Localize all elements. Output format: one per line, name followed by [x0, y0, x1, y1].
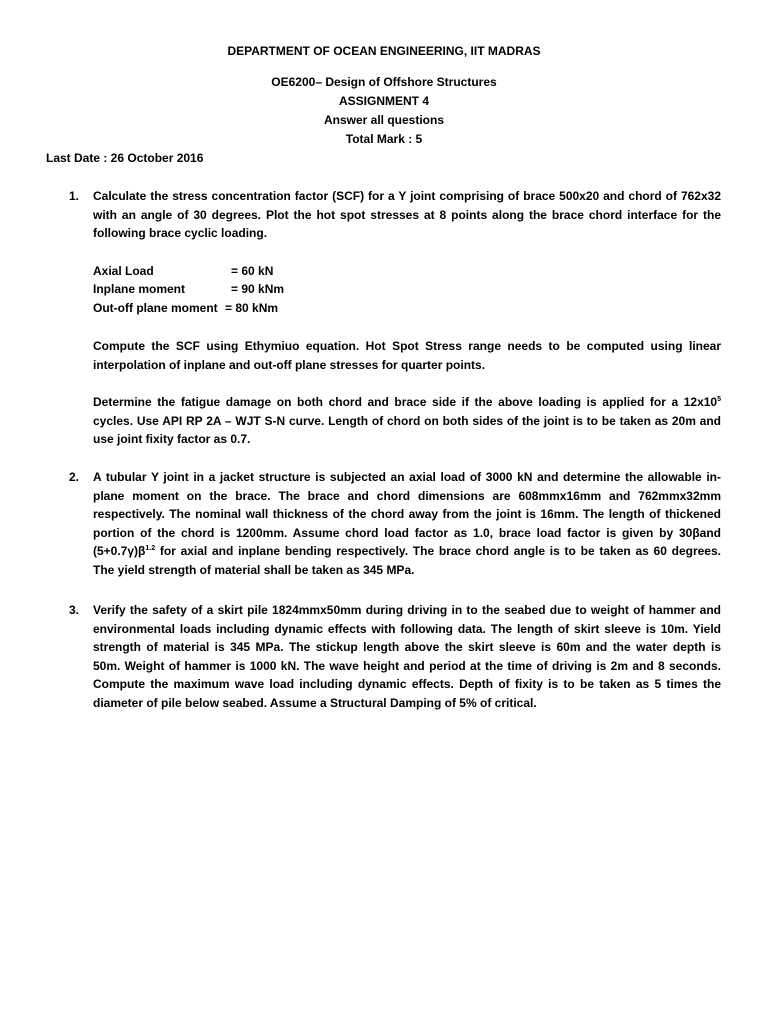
last-date: Last Date : 26 October 2016 — [46, 151, 204, 165]
question-2-text — [93, 468, 721, 580]
load-label: Inplane moment — [93, 282, 186, 296]
question-2-line: respectively. The nominal wall thickness of the chord away from the joint is 16mm. The length of thickened — [93, 507, 721, 522]
question-2-line: plane moment on the brace. The brace and chord dimensions are 608mmx16mm and 762mmx32mm — [93, 488, 721, 503]
question-2-line: A tubular Y joint in a jacket structure is subjected an axial load of 3000 kN and determine the allowable in- — [93, 470, 721, 484]
question-1-para2-line: interpolation of inplane and out-off plane stresses for quarter points. — [93, 357, 486, 372]
question-1-para3-line: cycles. Use API RP 2A – WJT S-N curve. Length of chord on both sides of the joint is to be taken as 20m and — [93, 413, 721, 428]
question-3-line: diameter of pile below seabed. Assume a Structural Damping of 5% of critical. — [93, 695, 537, 710]
question-1-para2 — [93, 337, 721, 374]
question-1-intro — [93, 187, 721, 243]
question-1-para3-line: use joint fixity factor as 0.7. — [93, 432, 251, 447]
question-1-number: 1. — [69, 189, 80, 203]
question-3-text — [93, 601, 721, 713]
load-value: = 80 kNm — [225, 301, 279, 315]
course-title: OE6200– Design of Offshore Structures — [271, 75, 497, 89]
department-heading: DEPARTMENT OF OCEAN ENGINEERING, IIT MADRAS — [227, 44, 541, 58]
exponent: 5 — [717, 396, 721, 403]
load-value: = 60 kN — [231, 264, 274, 278]
load-row-inplane — [93, 280, 284, 299]
assignment-title: ASSIGNMENT 4 — [338, 94, 429, 108]
question-3-line: strength of material is 345 MPa. The stickup length above the skirt sleeve is 60m and the water depth is — [93, 640, 721, 655]
total-mark: Total Mark : 5 — [345, 132, 423, 146]
question-1-para3-line — [93, 393, 721, 412]
question-2-line: The yield strength of material shall be taken as 345 MPa. — [93, 562, 415, 577]
question-2-line — [93, 542, 721, 561]
question-2-number: 2. — [69, 470, 80, 484]
question-1-intro-line: Calculate the stress concentration factor (SCF) for a Y joint comprising of brace 500x20 and chord of 762x32 — [93, 189, 721, 203]
exponent: 1.2 — [145, 545, 156, 553]
load-label: Out-off plane moment — [93, 301, 218, 315]
question-1-intro-line: with an angle of 30 degrees. Plot the hot spot stresses at 8 points along the brace chord interface for the — [93, 207, 721, 222]
question-2-text-rest: for axial and inplane bending respectively. The brace chord angle is to be taken as 60 degrees. — [155, 544, 721, 559]
question-3-number: 3. — [69, 603, 80, 617]
load-row-axial — [93, 262, 273, 281]
load-value: = 90 kNm — [231, 282, 285, 296]
load-row-outplane — [93, 299, 278, 318]
question-1-para2-line: Compute the SCF using Ethymiuo equation. Hot Spot Stress range needs to be computed using linear — [93, 339, 721, 353]
question-1-para3 — [93, 393, 721, 449]
question-3-line: environmental loads including dynamic effects with following data. The length of skirt sleeve is 10m. Yield — [93, 621, 721, 636]
question-1-intro-line: following brace cyclic loading. — [93, 226, 268, 241]
question-3-line: Verify the safety of a skirt pile 1824mmx50mm during driving in to the seabed due to weight of hammer and — [93, 603, 721, 617]
load-label: Axial Load — [93, 264, 154, 278]
question-3-line: 50m. Weight of hammer is 1000 kN. The wave height and period at the time of driving is 2m and 8 seconds. — [93, 658, 721, 673]
question-2-line: portion of the chord is 1200mm. Assume chord load factor as 1.0, brace load factor is given by 30βand — [93, 525, 721, 540]
question-1-para3-text: Determine the fatigue damage on both chord and brace side if the above loading is applied for a 12x10 — [93, 395, 718, 409]
question-2-formula: (5+0.7γ)β — [93, 544, 146, 559]
instruction-text: Answer all questions — [323, 113, 445, 127]
question-3-line: Compute the maximum wave load including dynamic effects. Depth of fixity is to be taken as 5 times the — [93, 677, 721, 692]
